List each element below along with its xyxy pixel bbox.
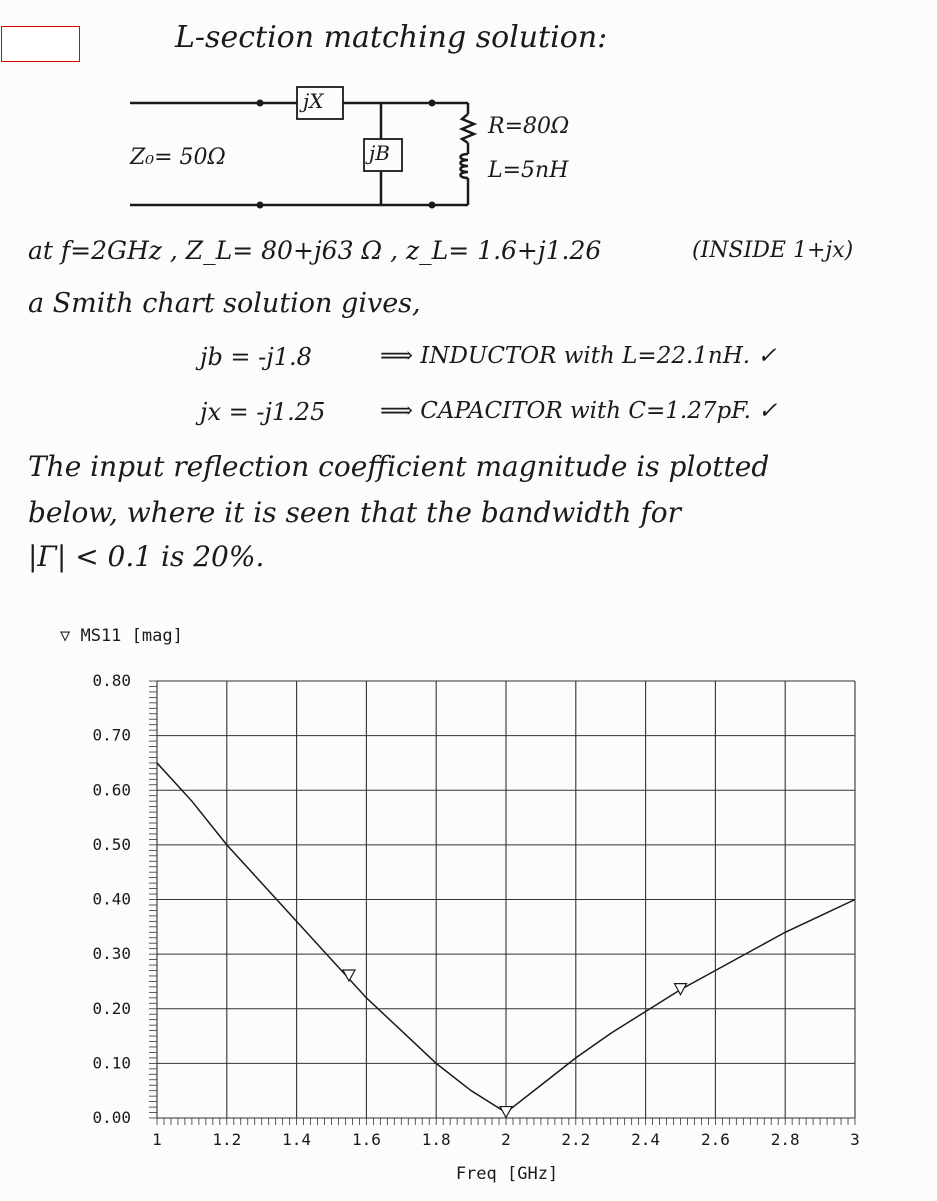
text-line-inductor: ⟹ INDUCTOR with L=22.1nH. ✓: [380, 343, 777, 369]
paragraph-line-3: |Γ| < 0.1 is 20%.: [28, 540, 265, 573]
x-tick-label: 2: [501, 1130, 511, 1149]
shunt-element-label: jB: [369, 141, 390, 165]
y-tick-label: 0.80: [92, 671, 131, 690]
x-tick-label: 2.6: [700, 1130, 730, 1149]
y-tick-label: 0.10: [92, 1053, 131, 1073]
y-tick-label: 0.60: [92, 780, 131, 800]
text-line-capacitor: ⟹ CAPACITOR with C=1.27pF. ✓: [380, 398, 778, 424]
x-tick-label: 3: [850, 1130, 860, 1149]
data-marker: [343, 970, 355, 981]
text-line-jx: jx = -j1.25: [200, 398, 326, 426]
data-marker: [500, 1107, 512, 1118]
y-tick-label: 0.70: [92, 725, 131, 745]
x-tick-label: 1: [152, 1130, 162, 1149]
y-tick-label: 0.40: [92, 889, 131, 909]
series-element-label: jX: [303, 89, 324, 113]
x-tick-label: 1.8: [421, 1130, 451, 1149]
ms11-chart: [0, 601, 937, 1201]
z0-label: Z₀= 50Ω: [130, 145, 226, 170]
page-title: L-section matching solution:: [175, 20, 608, 55]
x-tick-label: 1.2: [212, 1130, 242, 1149]
text-line-frequency: at f=2GHz , Z_L= 80+j63 Ω , z_L= 1.6+j1.26: [28, 236, 602, 265]
chart-legend: ▽ MS11 [mag]: [60, 626, 183, 646]
circuit-diagram: [0, 0, 937, 230]
text-line-jb: jb = -j1.8: [200, 343, 312, 371]
paragraph-line-2: below, where it is seen that the bandwidth for: [28, 496, 682, 529]
x-tick-label: 1.4: [282, 1130, 312, 1149]
y-tick-label: 0.00: [92, 1108, 131, 1127]
y-tick-label: 0.50: [92, 834, 131, 854]
y-tick-label: 0.30: [92, 944, 131, 964]
text-line-smith: a Smith chart solution gives,: [28, 288, 421, 319]
x-tick-label: 2.2: [561, 1130, 591, 1149]
text-line-note: (INSIDE 1+jx): [692, 238, 854, 263]
x-tick-label: 2.4: [631, 1130, 661, 1149]
x-tick-label: 1.6: [351, 1130, 381, 1149]
resistor-label: R=80Ω: [488, 114, 570, 139]
inductor-label: L=5nH: [488, 158, 569, 183]
paragraph-line-1: The input reflection coefficient magnitude is plotted: [28, 450, 770, 483]
x-axis-label: Freq [GHz]: [455, 1164, 559, 1184]
y-tick-label: 0.20: [92, 998, 131, 1018]
x-tick-label: 2.8: [770, 1130, 800, 1149]
